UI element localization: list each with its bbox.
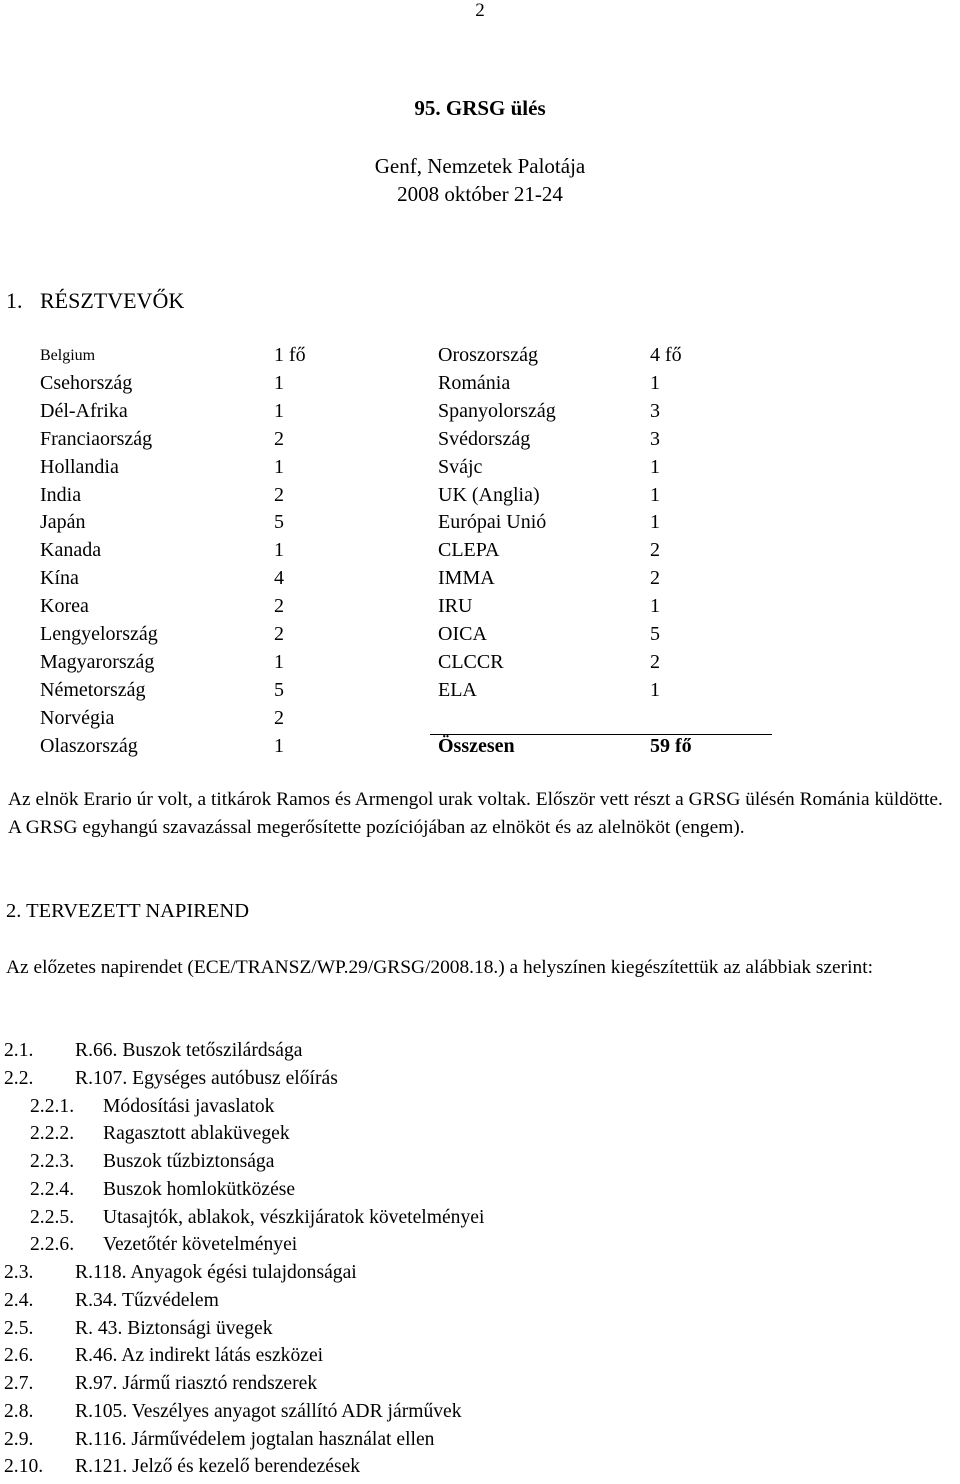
agenda-item-text: Módosítási javaslatok xyxy=(103,1095,275,1117)
agenda-item-number: 2.8. xyxy=(4,1400,34,1422)
delegation-name: Svédország xyxy=(438,427,531,450)
delegation-name: UK (Anglia) xyxy=(438,483,540,506)
agenda-item-number: 2.2.3. xyxy=(30,1151,75,1172)
country-name: Olaszország xyxy=(40,734,138,757)
delegation-count: 59 fő xyxy=(650,734,692,757)
country-count: 1 xyxy=(274,650,284,673)
agenda-item-number: 2.4. xyxy=(4,1289,34,1311)
country-count: 1 xyxy=(274,399,284,422)
agenda-item-text: R.46. Az indirekt látás eszközei xyxy=(75,1345,324,1367)
country-count: 2 xyxy=(274,483,284,506)
agenda-item-number: 2.2. xyxy=(4,1067,34,1089)
country-name: Norvégia xyxy=(40,706,115,729)
delegation-count: 1 xyxy=(650,371,660,394)
agenda-item-number: 2.5. xyxy=(4,1317,34,1339)
country-name: Németország xyxy=(40,678,146,701)
agenda-item-number: 2.6. xyxy=(4,1345,34,1367)
country-name: Hollandia xyxy=(40,455,119,478)
country-count: 1 xyxy=(274,455,284,478)
agenda-item-text: R.97. Jármű riasztó rendszerek xyxy=(75,1373,318,1394)
country-name: India xyxy=(40,483,82,506)
delegation-count: 3 xyxy=(650,399,660,422)
country-count: 5 xyxy=(274,678,284,701)
agenda-item-text: Utasajtók, ablakok, vészkijáratok követelményei xyxy=(103,1206,485,1228)
delegation-name: CLCCR xyxy=(438,650,504,673)
section-2-heading: 2. TERVEZETT NAPIREND xyxy=(6,900,250,922)
location-line-2: 2008 október 21-24 xyxy=(397,182,563,206)
country-count: 1 xyxy=(274,371,284,394)
country-count: 1 xyxy=(274,539,284,562)
agenda-item-number: 2.2.5. xyxy=(30,1206,75,1228)
agenda-item-text: Buszok homlokütközése xyxy=(103,1178,296,1200)
agenda-item-text: R.105. Veszélyes anyagot szállító ADR járművek xyxy=(75,1400,462,1422)
delegation-name: OICA xyxy=(438,623,487,645)
country-name: Magyarország xyxy=(40,650,155,673)
delegation-count: 1 xyxy=(650,483,660,506)
page-number: 2 xyxy=(475,0,485,21)
agenda-item-text: Buszok tűzbiztonsága xyxy=(103,1151,275,1172)
section-1-number: 1. xyxy=(6,288,23,313)
agenda-item-number: 2.3. xyxy=(4,1262,34,1283)
page-title: 95. GRSG ülés xyxy=(414,96,546,120)
delegation-count: 1 xyxy=(650,511,660,534)
agenda-item-number: 2.2.4. xyxy=(30,1178,75,1200)
country-name: Dél-Afrika xyxy=(40,399,128,422)
country-name: Franciaország xyxy=(40,427,153,450)
agenda-item-number: 2.7. xyxy=(4,1373,34,1394)
delegation-count: 1 xyxy=(650,595,660,618)
agenda-item-number: 2.1. xyxy=(4,1040,34,1061)
agenda-item-text: R.118. Anyagok égési tulajdonságai xyxy=(75,1262,357,1283)
meeting-location xyxy=(0,152,960,208)
delegation-count: 2 xyxy=(650,567,660,590)
agenda-item-text: R.107. Egységes autóbusz előírás xyxy=(75,1067,338,1089)
chair-paragraph: Az elnök Erario úr volt, a titkárok Ramos és Armengol urak voltak. Először vett részt a GRSG ülésén Románia küldötte. A GRSG egyhangú szavazással megerősítette pozíciójában az elnököt és az alelnököt (engem). xyxy=(8,789,943,838)
country-name: Japán xyxy=(40,511,86,534)
agenda-item-text: R.66. Buszok tetőszilárdsága xyxy=(75,1040,303,1061)
agenda-intro-paragraph: Az előzetes napirendet (ECE/TRANSZ/WP.29/GRSG/2008.18.) a helyszínen kiegészítettük az alábbiak szerint: xyxy=(6,957,873,978)
delegation-count: 4 fő xyxy=(650,344,682,366)
delegation-count: 2 xyxy=(650,650,660,673)
country-count: 5 xyxy=(274,511,284,534)
section-1-heading xyxy=(6,288,184,314)
delegation-count: 3 xyxy=(650,427,660,450)
delegation-count: 1 xyxy=(650,455,660,478)
delegation-count: 1 xyxy=(650,678,660,701)
delegation-name: Románia xyxy=(438,371,511,394)
country-name: Korea xyxy=(40,595,89,618)
agenda-item-number: 2.2.6. xyxy=(30,1234,75,1256)
country-name: Kína xyxy=(40,567,79,590)
total-separator-line xyxy=(430,734,772,735)
country-name: Lengyelország xyxy=(40,623,158,645)
agenda-item-number: 2.9. xyxy=(4,1428,34,1450)
delegation-count: 5 xyxy=(650,623,660,645)
delegation-name: Svájc xyxy=(438,455,483,478)
delegation-name: IRU xyxy=(438,595,473,618)
country-count: 2 xyxy=(274,427,284,450)
delegation-name: Spanyolország xyxy=(438,399,556,422)
agenda-item-text: R.121. Jelző és kezelő berendezések xyxy=(75,1456,361,1478)
country-count: 2 xyxy=(274,595,284,618)
delegation-name: Összesen xyxy=(438,734,515,757)
delegation-name: IMMA xyxy=(438,567,495,590)
agenda-item-number: 2.2.2. xyxy=(30,1123,75,1145)
agenda-item-text: R.116. Járművédelem jogtalan használat ellen xyxy=(75,1428,435,1450)
agenda-item-number: 2.10. xyxy=(4,1456,44,1478)
delegation-name: ELA xyxy=(438,678,477,701)
section-1-title: RÉSZTVEVŐK xyxy=(40,288,185,313)
country-count: 2 xyxy=(274,706,284,729)
agenda-item-text: R. 43. Biztonsági üvegek xyxy=(75,1317,273,1339)
delegation-name: Európai Unió xyxy=(438,511,547,534)
country-count: 4 xyxy=(274,567,284,590)
country-name: Kanada xyxy=(40,539,102,562)
agenda-item-text: Ragasztott ablaküvegek xyxy=(103,1123,290,1145)
country-count: 2 xyxy=(274,623,284,645)
country-name: Csehország xyxy=(40,371,133,394)
country-name: Belgium xyxy=(40,347,96,364)
delegation-name: Oroszország xyxy=(438,344,538,366)
agenda-item-text: R.34. Tűzvédelem xyxy=(75,1289,219,1311)
country-count: 1 fő xyxy=(274,344,306,366)
delegation-name: CLEPA xyxy=(438,539,500,562)
agenda-item-number: 2.2.1. xyxy=(30,1095,75,1117)
delegation-count: 2 xyxy=(650,539,660,562)
agenda-item-text: Vezetőtér követelményei xyxy=(103,1234,298,1256)
country-count: 1 xyxy=(274,734,284,757)
location-line-1: Genf, Nemzetek Palotája xyxy=(374,154,586,178)
